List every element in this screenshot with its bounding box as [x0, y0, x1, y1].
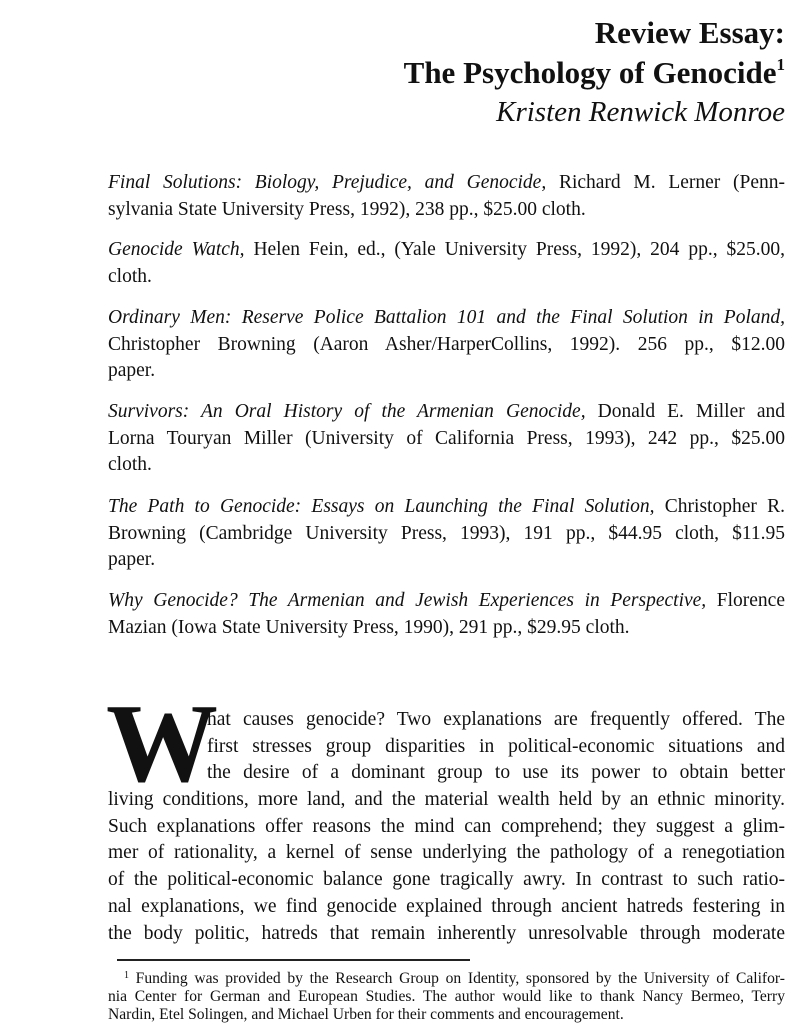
- citation-line: [108, 588, 785, 615]
- citation-details: Browning (Cambridge University Press, 1993), 191 pp., $44.95 cloth, $11.95: [108, 522, 785, 544]
- citation-details: Mazian (Iowa State University Press, 1990), 291 pp., $29.95 cloth.: [108, 616, 630, 638]
- citation-details: sylvania State University Press, 1992), 238 pp., $25.00 cloth.: [108, 198, 586, 220]
- citation: [108, 494, 785, 574]
- citation: [108, 170, 785, 223]
- citation-line: [108, 264, 785, 291]
- citation-title: Final Solutions: Biology, Prejudice, and Genocide,: [108, 172, 547, 193]
- citation-line: [108, 197, 785, 224]
- citation-line: [108, 237, 785, 264]
- body-line: living conditions, more land, and the material wealth held by an ethnic minority.: [108, 789, 785, 811]
- citation-details: cloth.: [108, 265, 152, 287]
- body-line: the desire of a dominant group to use its power to obtain better: [207, 762, 785, 784]
- citation-details: Florence: [706, 590, 785, 611]
- citation-line: [108, 452, 785, 479]
- citation-line: [108, 615, 785, 642]
- footnote-divider: [117, 959, 470, 961]
- footnote-text: nia Center for German and European Studies. The author would like to thank Nancy Bermeo, Terry: [108, 988, 785, 1005]
- citation-details: paper.: [108, 549, 156, 571]
- citation-details: Donald E. Miller and: [585, 401, 785, 422]
- body-line: first stresses group disparities in political-economic situations and: [207, 735, 785, 757]
- body-line: Such explanations offer reasons the mind can comprehend; they suggest a glim-: [108, 815, 785, 837]
- citation-details: Richard M. Lerner (Penn-: [546, 172, 786, 193]
- footnote-text: Nardin, Etel Solingen, and Michael Urben for their comments and encouragement.: [108, 1006, 624, 1023]
- citation-line: [108, 521, 785, 548]
- citation-line: [108, 170, 785, 197]
- citation-details: Helen Fein, ed., (Yale University Press, 1992), 204 pp., $25.00,: [244, 239, 785, 260]
- citation-details: cloth.: [108, 454, 152, 476]
- citation: [108, 399, 785, 479]
- citation-details: Christopher R.: [654, 496, 785, 517]
- citation-title: Why Genocide? The Armenian and Jewish Experiences in Perspective,: [108, 590, 707, 611]
- body-line: hat causes genocide? Two explanations are frequently offered. The: [207, 709, 785, 730]
- citation-line: [108, 494, 785, 521]
- citation-line: [108, 332, 785, 359]
- drop-cap: W: [106, 682, 218, 806]
- body-line: of the political-economic balance gone tragically awry. In contrast to such ratio-: [108, 869, 785, 891]
- author: Kristen Renwick Monroe: [496, 96, 785, 128]
- body-line: mer of rationality, a kernel of sense underlying the pathology of a renegotiation: [108, 842, 785, 864]
- footnote-marker: 1: [124, 970, 129, 981]
- citation-line: [108, 358, 785, 385]
- footnote: [108, 970, 785, 1024]
- citation-details: Christopher Browning (Aaron Asher/HarperCollins, 1992). 256 pp., $12.00: [108, 333, 785, 355]
- footnote-line: [108, 1006, 785, 1024]
- citation-title: Genocide Watch,: [108, 239, 245, 260]
- footnote-line: [108, 988, 785, 1006]
- citation-line: [108, 426, 785, 453]
- citation: [108, 588, 785, 641]
- page-title: [404, 53, 785, 93]
- body-line: the body politic, hatreds that remain inherently unresolvable through moderate: [108, 922, 785, 944]
- citation: [108, 305, 785, 385]
- footnote-text: Funding was provided by the Research Group on Identity, sponsored by the University of Califor-: [129, 970, 785, 987]
- body-text: [108, 707, 785, 947]
- citation-details: Lorna Touryan Miller (University of California Press, 1993), 242 pp., $25.00: [108, 427, 785, 449]
- citation-title: Ordinary Men: Reserve Police Battalion 101 and the Final Solution in Poland,: [108, 307, 785, 328]
- footnote-ref: 1: [776, 55, 785, 74]
- citation-line: [108, 305, 785, 332]
- citation-line: [108, 399, 785, 426]
- body-line: nal explanations, we find genocide explained through ancient hatreds festering in: [108, 895, 785, 917]
- citation: [108, 237, 785, 290]
- citation-title: Survivors: An Oral History of the Armenian Genocide,: [108, 401, 586, 422]
- essay-kicker: Review Essay:: [594, 15, 785, 50]
- citation-details: paper.: [108, 360, 156, 382]
- citation-line: [108, 547, 785, 574]
- footnote-line: [108, 970, 785, 988]
- title-text: The Psychology of Genocide: [403, 55, 777, 90]
- citation-title: The Path to Genocide: Essays on Launching the Final Solution,: [108, 496, 655, 517]
